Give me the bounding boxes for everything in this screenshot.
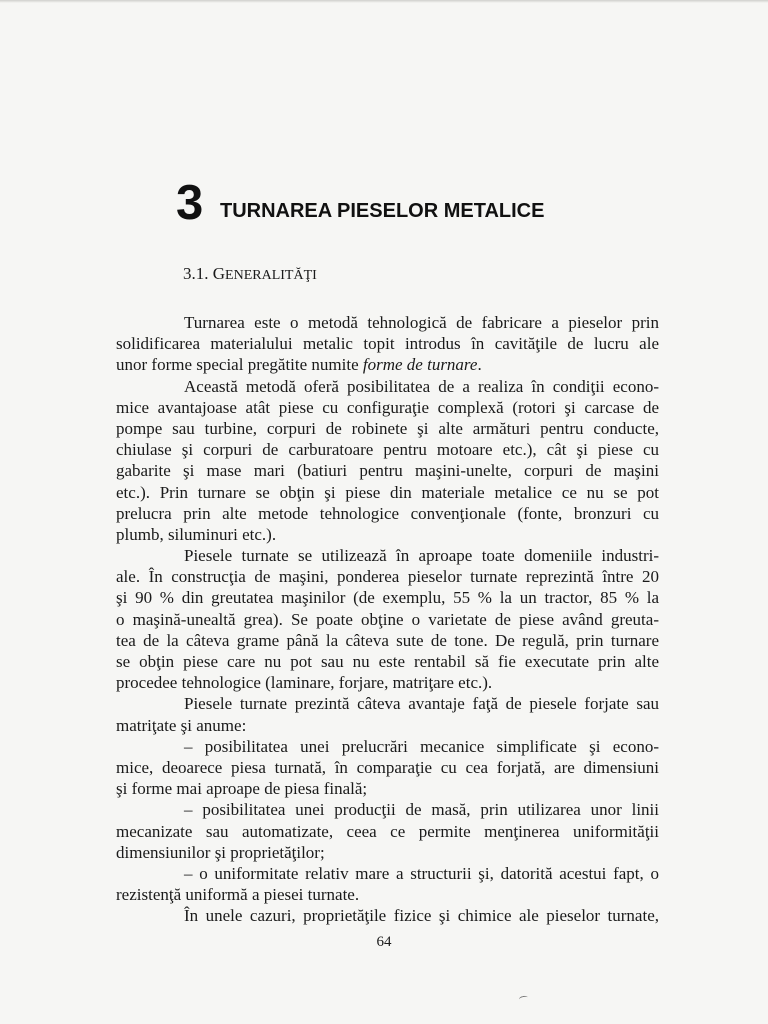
chapter-number: 3 [176, 176, 204, 230]
body-line: dimensiunilor şi proprietăţilor; [116, 842, 325, 862]
body-line: ale. În construcţia de maşini, ponderea pieselor turnate reprezintă între 20 [116, 567, 659, 587]
section-title-rest: ENERALITĂŢI [225, 268, 317, 283]
body-line: mecanizate sau automatizate, ceea ce permite menţinerea uniformităţii [116, 821, 659, 841]
body-line: – posibilitatea unei producţii de masă, prin utilizarea unor linii [184, 800, 659, 820]
chapter-heading [176, 176, 696, 232]
body-line: prelucra prin alte metode tehnologice convenţionale (fonte, bronzuri cu [116, 503, 659, 523]
section-title-initial: G [212, 264, 226, 283]
body-line: Piesele turnate se utilizează în aproape toate domeniile industri- [184, 546, 659, 566]
body-line: În unele cazuri, proprietăţile fizice şi chimice ale pieselor turnate, [184, 906, 659, 926]
body-line: mice avantajoase atât piese cu configuraţie complexă (rotori şi carcase de [116, 397, 659, 417]
body-line: – posibilitatea unei prelucrări mecanice simplificate şi econo- [184, 736, 659, 756]
body-line: solidificarea materialului metalic topit introdus în cavităţile de lucru ale [116, 334, 659, 354]
section-heading [183, 263, 317, 287]
body-line: şi 90 % din greutatea maşinilor (de exemplu, 55 % la un tractor, 85 % la [116, 588, 659, 608]
section-number: 3.1. [183, 264, 209, 283]
body-line: rezistenţă uniformă a piesei turnate. [116, 885, 360, 905]
body-line: matriţate şi anume: [116, 715, 247, 735]
body-line: chiulase şi corpuri de carburatoare pentru motoare etc.), cât şi piese cu [116, 440, 659, 460]
body-line: o maşină-unealtă grea). Se poate obţine o varietate de piese având greuta- [116, 609, 659, 629]
body-line: pompe sau turbine, corpuri de robinete şi alte armături pentru conducte, [116, 418, 659, 438]
body-line: – o uniformitate relativ mare a structurii şi, datorită acestui fapt, o [184, 863, 659, 883]
body-line: etc.). Prin turnare se obţin şi piese din materiale metalice ce nu se pot [116, 482, 659, 502]
body-line: gabarite şi mase mari (batiuri pentru maşini-unelte, corpuri de maşini [116, 461, 659, 481]
body-line: Piesele turnate prezintă câteva avantaje faţă de piesele forjate sau [184, 694, 659, 714]
body-line: unor forme special pregătite numite forme de turnare. [116, 355, 482, 375]
scan-top-edge [0, 0, 768, 3]
body-line: Turnarea este o metodă tehnologică de fabricare a pieselor prin [184, 313, 659, 332]
scan-mark [519, 995, 529, 1002]
body-line: plumb, siluminuri etc.). [116, 524, 277, 544]
body-line: mice, deoarece piesa turnată, în comparaţie cu cea forjată, are dimensiuni [116, 757, 659, 777]
body-line: şi forme mai aproape de piesa finală; [116, 779, 368, 799]
body-line: se obţin piese care nu pot sau nu este rentabil să fie executate prin alte [116, 652, 659, 671]
body-line: procedee tehnologice (laminare, forjare, matriţare etc.). [116, 673, 493, 693]
body-text [116, 312, 659, 926]
page-number: 64 [376, 934, 392, 950]
body-line: tea de la câteva grame până la câteva sute de tone. De regulă, prin turnare [116, 630, 659, 650]
chapter-title: TURNAREA PIESELOR METALICE [220, 200, 545, 222]
body-line: Această metodă oferă posibilitatea de a realiza în condiţii econo- [184, 376, 659, 396]
